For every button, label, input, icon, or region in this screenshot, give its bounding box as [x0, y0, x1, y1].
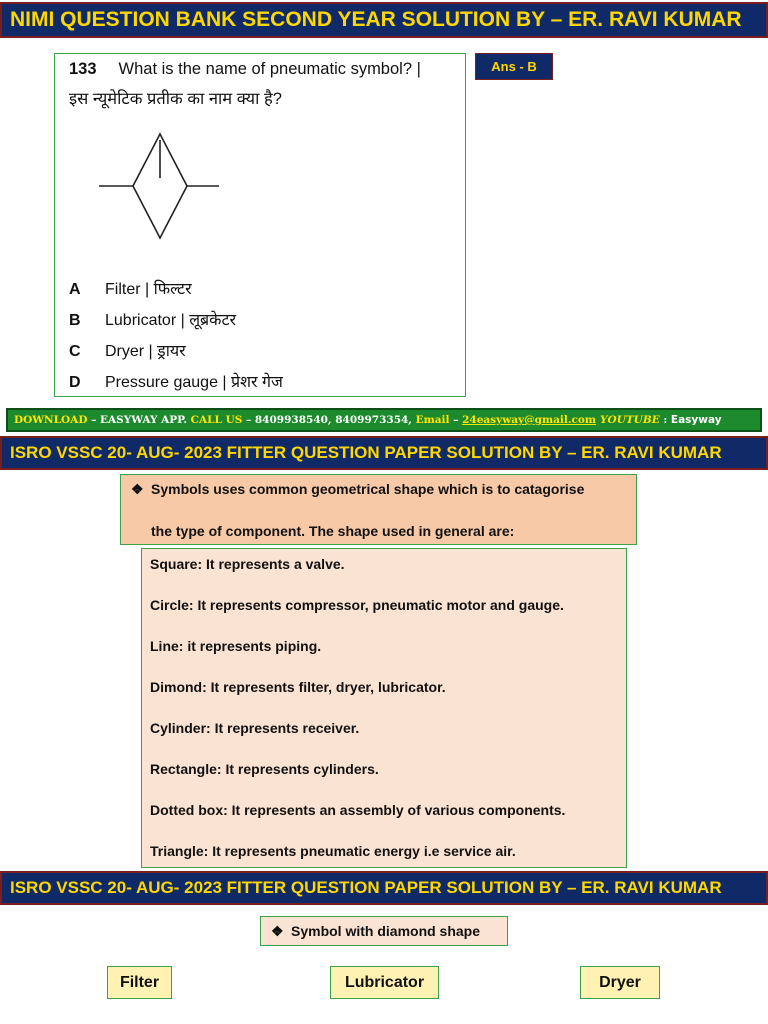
bullet-icon: ❖ [271, 922, 284, 939]
list-item: Triangle: It represents pneumatic energy i.e service air. [150, 843, 516, 859]
youtube-label: YOUTUBE [600, 414, 660, 426]
intro-line-1 [131, 481, 584, 498]
option-d-text: Pressure gauge | प्रेशर गेज [105, 374, 283, 391]
middle-banner-title: ISRO VSSC 20- AUG- 2023 FITTER QUESTION PAPER SOLUTION BY – ER. RAVI KUMAR [0, 436, 768, 470]
answer-badge: Ans - B [475, 53, 553, 80]
youtube-sep: : [659, 414, 671, 426]
lubricator-chip: Lubricator [330, 966, 439, 999]
diamond-shape-heading-text: Symbol with diamond shape [291, 923, 481, 939]
question-text-en: What is the name of pneumatic symbol? | [118, 60, 421, 78]
bottom-banner-title: ISRO VSSC 20- AUG- 2023 FITTER QUESTION PAPER SOLUTION BY – ER. RAVI KUMAR [0, 871, 768, 905]
question-card [54, 53, 466, 397]
email-link[interactable]: 24easyway@gmail.com [462, 414, 597, 426]
option-c-text: Dryer | ड्रायर [105, 343, 186, 360]
bullet-icon: ❖ [131, 481, 144, 497]
option-a-letter: A [69, 281, 81, 298]
option-b [69, 308, 236, 330]
list-item: Rectangle: It represents cylinders. [150, 761, 379, 777]
dryer-chip: Dryer [580, 966, 660, 999]
email-label: Email [415, 414, 450, 426]
intro-line-2: the type of component. The shape used in general are: [151, 523, 515, 539]
filter-chip: Filter [107, 966, 172, 999]
intro-line-1-text: Symbols uses common geometrical shape which is to catagorise [151, 481, 585, 497]
option-d [69, 370, 283, 392]
option-a [69, 277, 192, 299]
diamond-shape-heading [260, 916, 508, 946]
option-c [69, 339, 186, 361]
question-text-hi: इस न्यूमेटिक प्रतीक का नाम क्या है? [69, 90, 282, 108]
option-b-text: Lubricator | लूब्रकेटर [105, 312, 237, 329]
intro-box [120, 474, 637, 545]
contact-bar [6, 408, 762, 432]
top-banner-title: NIMI QUESTION BANK SECOND YEAR SOLUTION BY – ER. RAVI KUMAR [0, 2, 768, 38]
youtube-channel[interactable]: Easyway [670, 414, 722, 426]
download-text: – EASYWAY APP. [87, 414, 191, 426]
question-number: 133 [69, 60, 97, 78]
download-label: DOWNLOAD [14, 414, 88, 426]
list-item: Cylinder: It represents receiver. [150, 720, 360, 736]
shape-list [141, 548, 627, 868]
list-item: Dotted box: It represents an assembly of various components. [150, 802, 566, 818]
option-c-letter: C [69, 343, 81, 360]
list-item: Dimond: It represents filter, dryer, lubricator. [150, 679, 446, 695]
option-a-text: Filter | फिल्टर [105, 281, 192, 298]
option-d-letter: D [69, 374, 81, 391]
list-item: Line: it represents piping. [150, 638, 322, 654]
call-text: – 8409938540, 8409973354, [242, 414, 416, 426]
list-item: Square: It represents a valve. [150, 556, 345, 572]
question-line-en [69, 60, 421, 79]
email-sep: – [449, 414, 463, 426]
call-label: CALL US [190, 414, 243, 426]
list-item: Circle: It represents compressor, pneumatic motor and gauge. [150, 597, 564, 613]
lubricator-symbol-icon [99, 132, 221, 242]
option-b-letter: B [69, 312, 81, 329]
